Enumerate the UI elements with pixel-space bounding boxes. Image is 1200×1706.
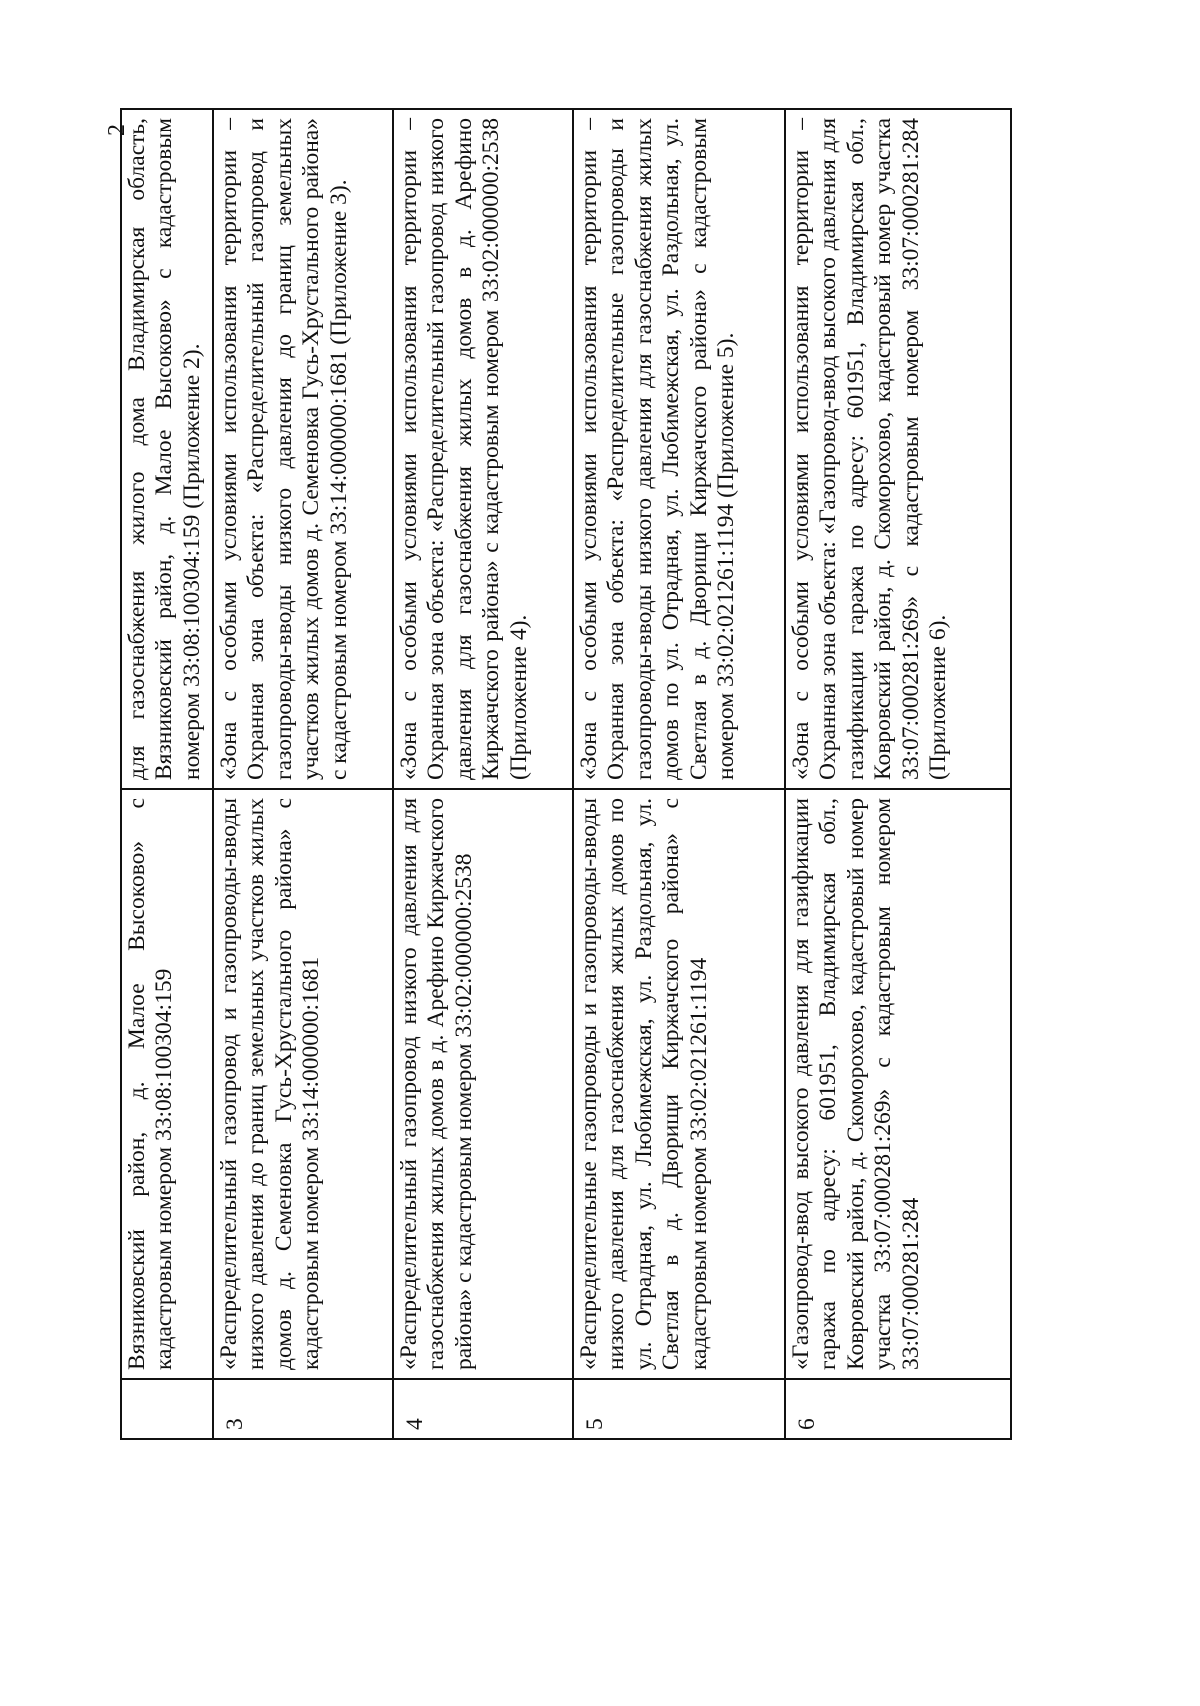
row-number: 4 [393,1379,573,1439]
object-description: Вязниковский район, д. Малое Высоково» с кадастровым номером 33:08:100304:159 [121,789,213,1379]
row-number: 3 [213,1379,393,1439]
object-description: «Распределительный газопровод низкого давления для газоснабжения жилых домов в д. Арефино Киржачского района» с кадастровым номером 33:02:000000:2538 [393,789,573,1379]
row-number [121,1379,213,1439]
table-row [213,109,393,1439]
table-row [121,109,213,1439]
row-number: 5 [573,1379,785,1439]
zone-description: «Зона с особыми условиями использования территории – Охранная зона объекта: «Газопровод-ввод высокого давления для газификации гаража по адресу: 601951, Владимирская обл., Ковровский район, д. Скоморохово, кадастровый номер участка 33:07:000281:269» с кадастровым номером 33:07:000281:284 (Приложение 6). [785,109,1011,789]
table-row [785,109,1011,1439]
page-number: 2 [104,124,130,136]
zone-description: «Зона с особыми условиями использования территории – Охранная зона объекта: «Распределительный газопровод низкого давления для газоснабжения жилых домов в д. Арефино Киржачского района» с кадастровым номером 33:02:000000:2538 (Приложение 4). [393,109,573,789]
table-row [573,109,785,1439]
object-description: «Распределительные газопроводы и газопроводы-вводы низкого давления для газоснабжения жилых домов по ул. Отрадная, ул. Любимежская, ул. Раздольная, ул. Светлая в д. Дворищи Киржачского района» с кадастровым номером 33:02:021261:1194 [573,789,785,1379]
rotated-table-container [120,110,1010,1440]
register-table-rotated [120,110,1010,1440]
zone-description: «Зона с особыми условиями использования территории – Охранная зона объекта: «Распределительный газопровод и газопроводы-вводы низкого давления до границ земельных участков жилых домов д. Семеновка Гусь-Хрустального района» с кадастровым номером 33:14:000000:1681 (Приложение 3). [213,109,393,789]
row-number: 6 [785,1379,1011,1439]
table-row [393,109,573,1439]
zone-description: для газоснабжения жилого дома Владимирская область, Вязниковский район, д. Малое Высоково» с кадастровым номером 33:08:100304:159 (Приложение 2). [121,109,213,789]
register-table [120,108,1012,1440]
object-description: «Распределительный газопровод и газопроводы-вводы низкого давления до границ земельных участков жилых домов д. Семеновка Гусь-Хрустального района» с кадастровым номером 33:14:000000:1681 [213,789,393,1379]
zone-description: «Зона с особыми условиями использования территории – Охранная зона объекта: «Распределительные газопроводы и газопроводы-вводы низкого давления для газоснабжения жилых домов по ул. Отрадная, ул. Любимежская, ул. Раздольная, ул. Светлая в д. Дворищи Киржачского района» с кадастровым номером 33:02:021261:1194 (Приложение 5). [573,109,785,789]
object-description: «Газопровод-ввод высокого давления для газификации гаража по адресу: 601951, Владимирская обл., Ковровский район, д. Скоморохово, кадастровый номер участка 33:07:000281:269» с кадастровым номером 33:07:000281:284 [785,789,1011,1379]
